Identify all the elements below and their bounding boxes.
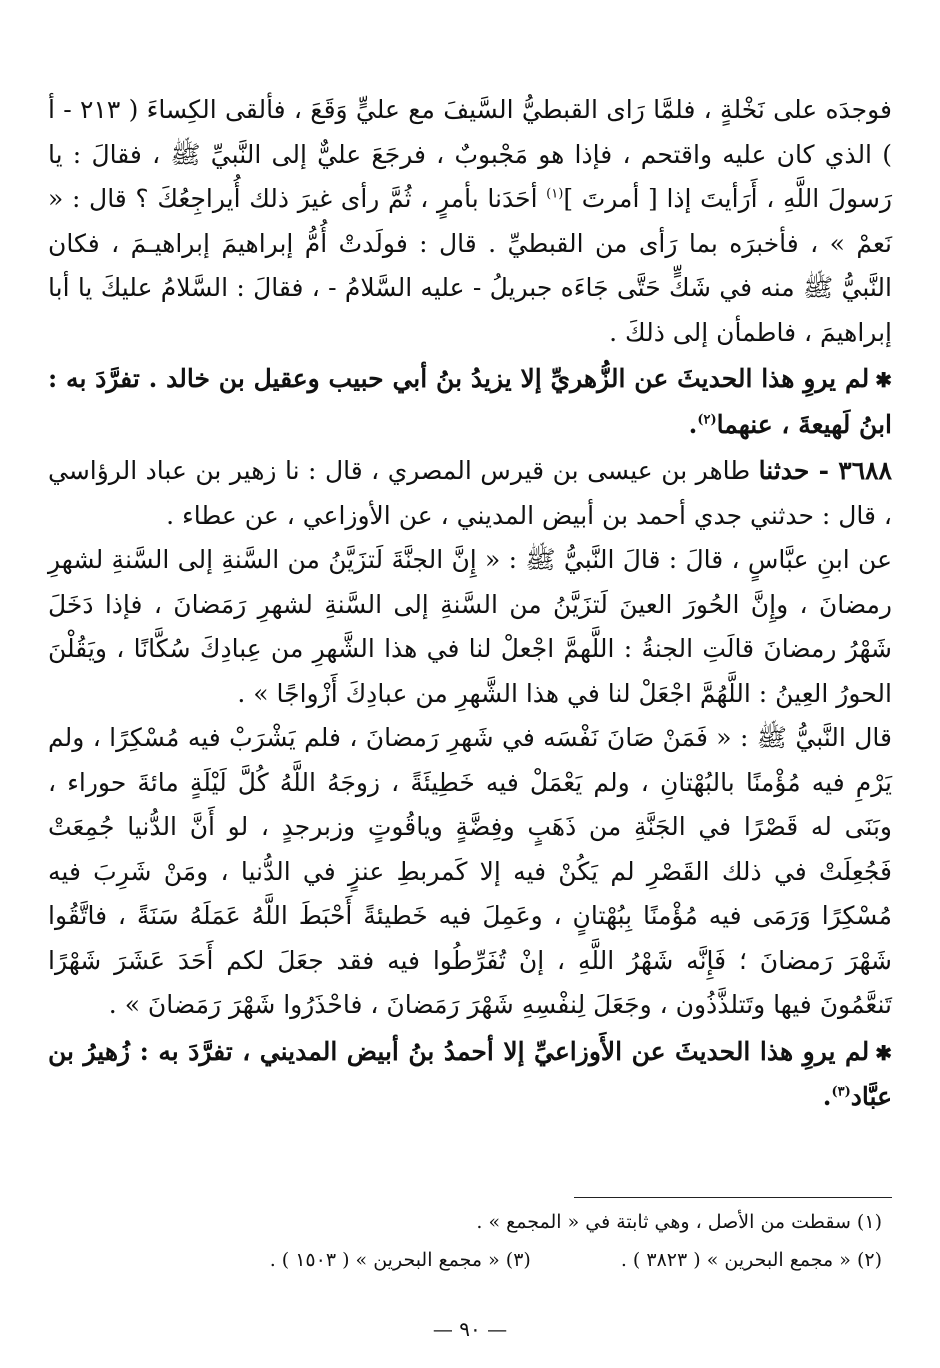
page-body <box>48 88 892 1120</box>
hadith-dash: - <box>809 456 839 485</box>
paragraph-text: عن ابنِ عبَّاسٍ ، قالَ : قالَ النَّبيُّ ﷺ : « إِنَّ الجنَّةَ لَتزَيَّنُ من السَّنةِ إلى السَّنةِ لشهرِ رمضانَ ، وإِنَّ الحُورَ العينَ لَتزَيَّنُ من السَّنةِ إلى السَّنةِ لشهرِ رَمَضانَ ، فإذا دَخَلَ شَهْرُ رمضانَ قالَتِ الجنةُ : اللَّهمَّ اجْعلْ لنا في هذا الشَّهرِ من عِبادِكَ سُكَّانًا ، ويَقُلْنَ الحورُ العِينُ : اللَّهُمَّ اجْعَلْ لنا في هذا الشَّهرِ من عبادِكَ أَزْواجًا » . <box>48 545 892 708</box>
chain-text: طاهر بن عيسى بن قيرس المصري ، قال : نا زهير بن عباد الرؤاسي ، قال : حدثني جدي أحمد بن أبيض المديني ، عن الأوزاعي ، عن عطاء . <box>48 456 892 530</box>
asterisk-icon: ✱ <box>875 368 892 392</box>
note-end: . <box>822 1082 832 1111</box>
note-text: لم يروِ هذا الحديثَ عن الأَوزاعيِّ إلا أحمدُ بنُ أبيض المديني ، تفرَّدَ به : زُهيرُ بن عبَّاد <box>48 1036 892 1111</box>
hadith-3688-text-1 <box>48 538 892 716</box>
hadith-3688-chain <box>48 449 892 538</box>
footnote-ref-3[interactable]: (٣) <box>831 1084 851 1100</box>
footnote-1: (١) سقطت من الأصل ، وهي ثابتة في « المجمع » . <box>476 1211 882 1233</box>
note-end: . <box>688 409 698 439</box>
paragraph-text: قال النَّبيُّ ﷺ : « فَمَنْ صَانَ نَفْسَه في شَهرِ رَمضانَ ، فلم يَشْرَبْ فيه مُسْكِرًا ، ولم يَرْمِ فيه مُؤْمنًا بالبُهْتانِ ، ولم يَعْمَلْ فيه خَطِيئَةً ، زوجَهُ اللَّهُ كُلَّ لَيْلَةٍ مائةَ حوراء ، وبَنَى له قَصْرًا في الجَنَّةِ من ذَهَبٍ وفِضَّةٍ وياقُوتٍ وزبرجدٍ ، لو أَنَّ الدُّنيا جُمِعَتْ فَجُعِلَتْ في ذلك القَصْرِ لم يَكُنْ فيه إلا كَمربطِ عنزٍ في الدُّنيا ، ومَنْ شَرِبَ فيه مُسْكِرًا وَرَمَى فيه مُؤْمنًا بِبُهْتانٍ ، وعَمِلَ فيه خَطيئةً أَحْبَطَ اللَّهُ عَمَلَهُ سَنَةً ، فاتَّقُوا شَهْرَ رَمضانَ ؛ فَإِنَّه شَهْرُ اللَّهِ ، إنْ تُفَرِّطُوا فيه فقد جعَلَ لكم أَحَدَ عَشَرَ شَهْرًا تَنعَّمُونَ فيها وتَتلذَّذُون ، وجَعَلَ لِنفْسِهِ شَهْرَ رَمَضانَ ، فاحْذَرُوا شَهْرَ رَمَضانَ » . <box>48 723 892 1019</box>
paragraph-text-continued: أحَدَنا بأمرٍ ، ثُمَّ رأى غيرَ ذلك أُيراجِعُكَ ؟ قال : « نَعمْ » ، فأخبرَه بما رَأى من القبطيِّ . قال : فولَدتْ أُمُّ إبراهيمَ إبراهيـمَ ، فكان النَّبيُّ ﷺ منه في شَكٍّ حَتَّى جَاءَه جبريلُ - عليه السَّلامُ - ، فقالَ : السَّلامُ عليكَ يا أبا إبراهيمَ ، فاطمأن إلى ذلكَ . <box>48 184 892 347</box>
note-text: لم يروِ هذا الحديثَ عن الزُّهريِّ إلا يزيدُ بنُ أبي حبيب وعقيل بن خالد . تفرَّدَ به : ابنُ لَهيعةَ ، عنهما <box>48 364 892 439</box>
footnote-separator <box>574 1197 892 1198</box>
asterisk-icon: ✱ <box>875 1040 892 1065</box>
footnotes <box>48 1203 882 1279</box>
footnote-row-1 <box>48 1203 882 1241</box>
hadith-continuation-paragraph <box>48 88 892 355</box>
footnote-3: (٣) « مجمع البحرين » ( ١٥٠٣ ) . <box>269 1249 531 1271</box>
footnote-ref-2[interactable]: (٢) <box>697 412 717 428</box>
narration-note-2 <box>48 1030 892 1120</box>
hadith-lead-word: حدثنا <box>758 456 810 485</box>
footnote-ref-1[interactable]: (١) <box>546 186 564 202</box>
narration-note-1 <box>48 357 892 447</box>
hadith-3688-text-2 <box>48 716 892 1028</box>
footnote-2: (٢) « مجمع البحرين » ( ٣٨٢٣ ) . <box>620 1249 882 1271</box>
footnote-row-2 <box>48 1241 882 1279</box>
page-number: — ٩٠ — <box>432 1317 508 1341</box>
paragraph-text: فوجدَه على نَخْلةٍ ، فلمَّا رَاى القبطيُّ السَّيفَ مع عليٍّ وَقَعَ ، فألقى الكِساءَ ( ٢١٣ - أ ) الذي كان عليه واقتحم ، فإذا هو مَجْبوبٌ ، فرجَعَ عليٌّ إلى النَّبيِّ ﷺ ، فقالَ : يا رَسولَ اللَّهِ ، أَرَأيتَ إذا [ أمرتَ ] <box>48 95 892 213</box>
hadith-number: ٣٦٨٨ <box>838 456 892 485</box>
